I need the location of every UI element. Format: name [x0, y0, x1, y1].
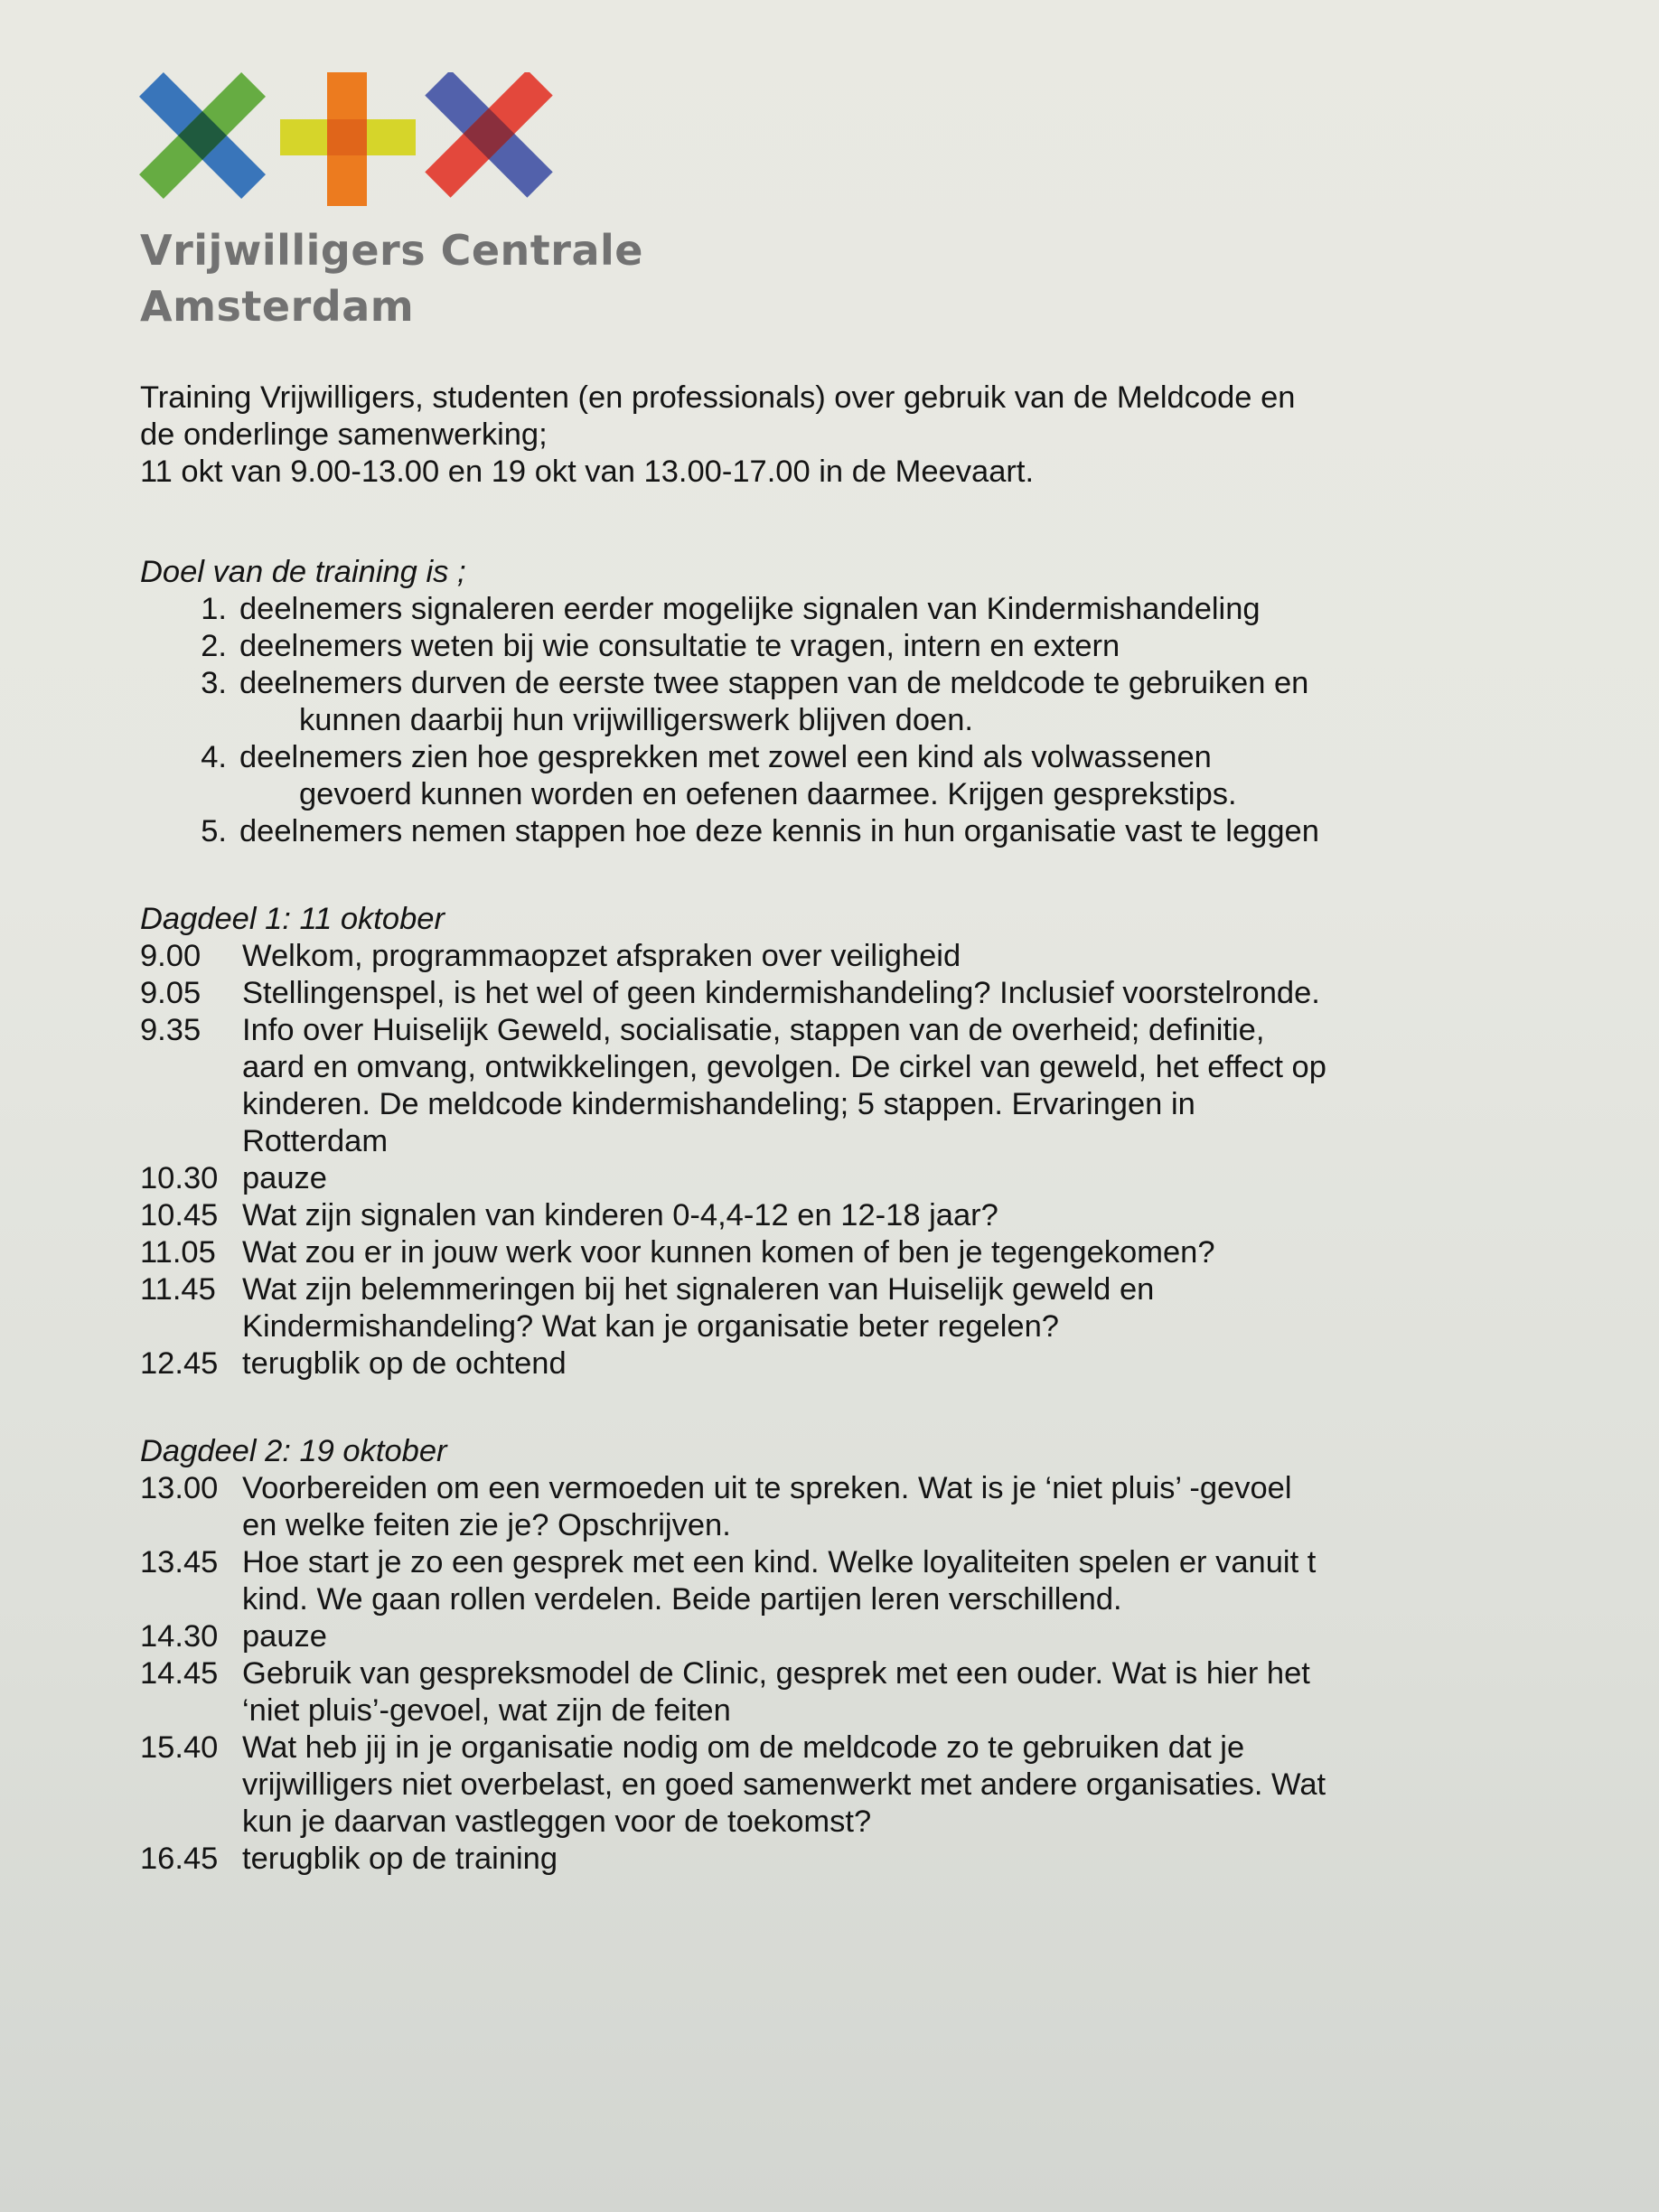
vrijwilligers-centrale-logo [136, 72, 569, 226]
intro-line: de onderlinge samenwerking; [140, 417, 548, 452]
schedule-row [140, 938, 1550, 975]
schedule-text: Hoe start je zo een gesprek met een kind. Welke loyaliteiten spelen er vanuit t [242, 1545, 1317, 1579]
day2-schedule [140, 1470, 1550, 1878]
intro-paragraph [140, 380, 1550, 491]
day1-heading: Dagdeel 1: 11 oktober [140, 902, 445, 936]
goals-list [140, 591, 1550, 850]
schedule-row [140, 1655, 1550, 1729]
schedule-text: ‘niet pluis’-gevoel, wat zijn de feiten [242, 1693, 731, 1728]
logo-plus-yellow-orange [280, 72, 416, 206]
schedule-time: 9.35 [140, 1013, 202, 1047]
schedule-text: kind. We gaan rollen verdelen. Beide partijen leren verschillend. [242, 1582, 1122, 1617]
schedule-row [140, 1012, 1550, 1160]
schedule-text: Info over Huiselijk Geweld, socialisatie, stappen van de overheid; definitie, [242, 1013, 1265, 1047]
schedule-time: 14.45 [140, 1656, 219, 1691]
intro-line: Training Vrijwilligers, studenten (en professionals) over gebruik van de Meldcode en [140, 380, 1296, 415]
schedule-row [140, 1544, 1550, 1618]
schedule-text: Wat zijn belemmeringen bij het signaleren van Huiselijk geweld en [242, 1272, 1155, 1307]
schedule-text: kinderen. De meldcode kindermishandeling; 5 stappen. Ervaringen in [242, 1087, 1195, 1121]
intro-line: 11 okt van 9.00-13.00 en 19 okt van 13.00-17.00 in de Meevaart. [140, 455, 1035, 489]
goal-item [140, 628, 1550, 665]
goal-number: 3. [201, 666, 227, 700]
schedule-row [140, 1841, 1550, 1878]
schedule-text: pauze [242, 1619, 327, 1654]
schedule-row [140, 975, 1550, 1012]
schedule-time: 14.30 [140, 1619, 219, 1654]
schedule-text: pauze [242, 1161, 327, 1195]
goal-number: 1. [201, 592, 227, 626]
schedule-time: 15.40 [140, 1730, 219, 1765]
schedule-text: Rotterdam [242, 1124, 389, 1158]
schedule-text: Voorbereiden om een vermoeden uit te spreken. Wat is je ‘niet pluis’ -gevoel [242, 1471, 1292, 1505]
document-body [140, 380, 1550, 1878]
schedule-text: aard en omvang, ontwikkelingen, gevolgen. De cirkel van geweld, het effect op [242, 1050, 1326, 1084]
schedule-row [140, 1470, 1550, 1544]
logo-x-blue-green [139, 72, 266, 199]
goal-text: deelnemers zien hoe gesprekken met zowel een kind als volwassenen [239, 740, 1212, 774]
goal-text: deelnemers durven de eerste twee stappen van de meldcode te gebruiken en [239, 666, 1309, 700]
goal-item [140, 739, 1550, 813]
goal-item [140, 665, 1550, 739]
schedule-text: Stellingenspel, is het wel of geen kindermishandeling? Inclusief voorstelronde. [242, 976, 1320, 1010]
schedule-time: 13.45 [140, 1545, 219, 1579]
organisation-name [140, 222, 643, 334]
goal-text-continued: gevoerd kunnen worden en oefenen daarmee. Krijgen gesprekstips. [299, 777, 1237, 811]
schedule-row [140, 1345, 1550, 1382]
goal-text: deelnemers nemen stappen hoe deze kennis in hun organisatie vast te leggen [239, 814, 1319, 848]
organisation-name-line2: Amsterdam [140, 282, 415, 331]
schedule-text: kun je daarvan vastleggen voor de toekomst? [242, 1804, 872, 1839]
schedule-time: 11.45 [140, 1272, 216, 1307]
goal-text: deelnemers signaleren eerder mogelijke signalen van Kindermishandeling [239, 592, 1261, 626]
schedule-text: Wat heb jij in je organisatie nodig om de meldcode zo te gebruiken dat je [242, 1730, 1245, 1765]
organisation-name-line1: Vrijwilligers Centrale [140, 226, 643, 275]
schedule-row [140, 1160, 1550, 1197]
goal-number: 2. [201, 629, 227, 663]
schedule-text: Gebruik van gespreksmodel de Clinic, gesprek met een ouder. Wat is hier het [242, 1656, 1310, 1691]
schedule-time: 10.30 [140, 1161, 219, 1195]
schedule-text: Wat zou er in jouw werk voor kunnen komen of ben je tegengekomen? [242, 1235, 1215, 1270]
schedule-time: 9.00 [140, 939, 202, 973]
schedule-row [140, 1197, 1550, 1234]
schedule-text: terugblik op de ochtend [242, 1346, 567, 1381]
schedule-text: vrijwilligers niet overbelast, en goed samenwerkt met andere organisaties. Wat [242, 1767, 1326, 1802]
schedule-row [140, 1271, 1550, 1345]
goal-item [140, 813, 1550, 850]
schedule-time: 12.45 [140, 1346, 219, 1381]
schedule-text: Wat zijn signalen van kinderen 0-4,4-12 en 12-18 jaar? [242, 1198, 998, 1233]
goal-number: 5. [201, 814, 227, 848]
schedule-row [140, 1234, 1550, 1271]
schedule-text: en welke feiten zie je? Opschrijven. [242, 1508, 731, 1542]
goal-item [140, 591, 1550, 628]
schedule-time: 16.45 [140, 1842, 219, 1876]
schedule-row [140, 1618, 1550, 1655]
schedule-text: Kindermishandeling? Wat kan je organisatie beter regelen? [242, 1309, 1059, 1344]
schedule-time: 13.00 [140, 1471, 219, 1505]
schedule-time: 10.45 [140, 1198, 219, 1233]
schedule-time: 11.05 [140, 1235, 216, 1270]
goal-number: 4. [201, 740, 227, 774]
day2-heading: Dagdeel 2: 19 oktober [140, 1434, 447, 1468]
logo-x-red-navy [425, 72, 552, 198]
goals-heading: Doel van de training is ; [140, 555, 466, 589]
goal-text-continued: kunnen daarbij hun vrijwilligerswerk blijven doen. [299, 703, 973, 737]
schedule-text: terugblik op de training [242, 1842, 558, 1876]
schedule-time: 9.05 [140, 976, 202, 1010]
goal-text: deelnemers weten bij wie consultatie te vragen, intern en extern [239, 629, 1120, 663]
schedule-row [140, 1729, 1550, 1841]
schedule-text: Welkom, programmaopzet afspraken over veiligheid [242, 939, 961, 973]
day1-schedule [140, 938, 1550, 1382]
